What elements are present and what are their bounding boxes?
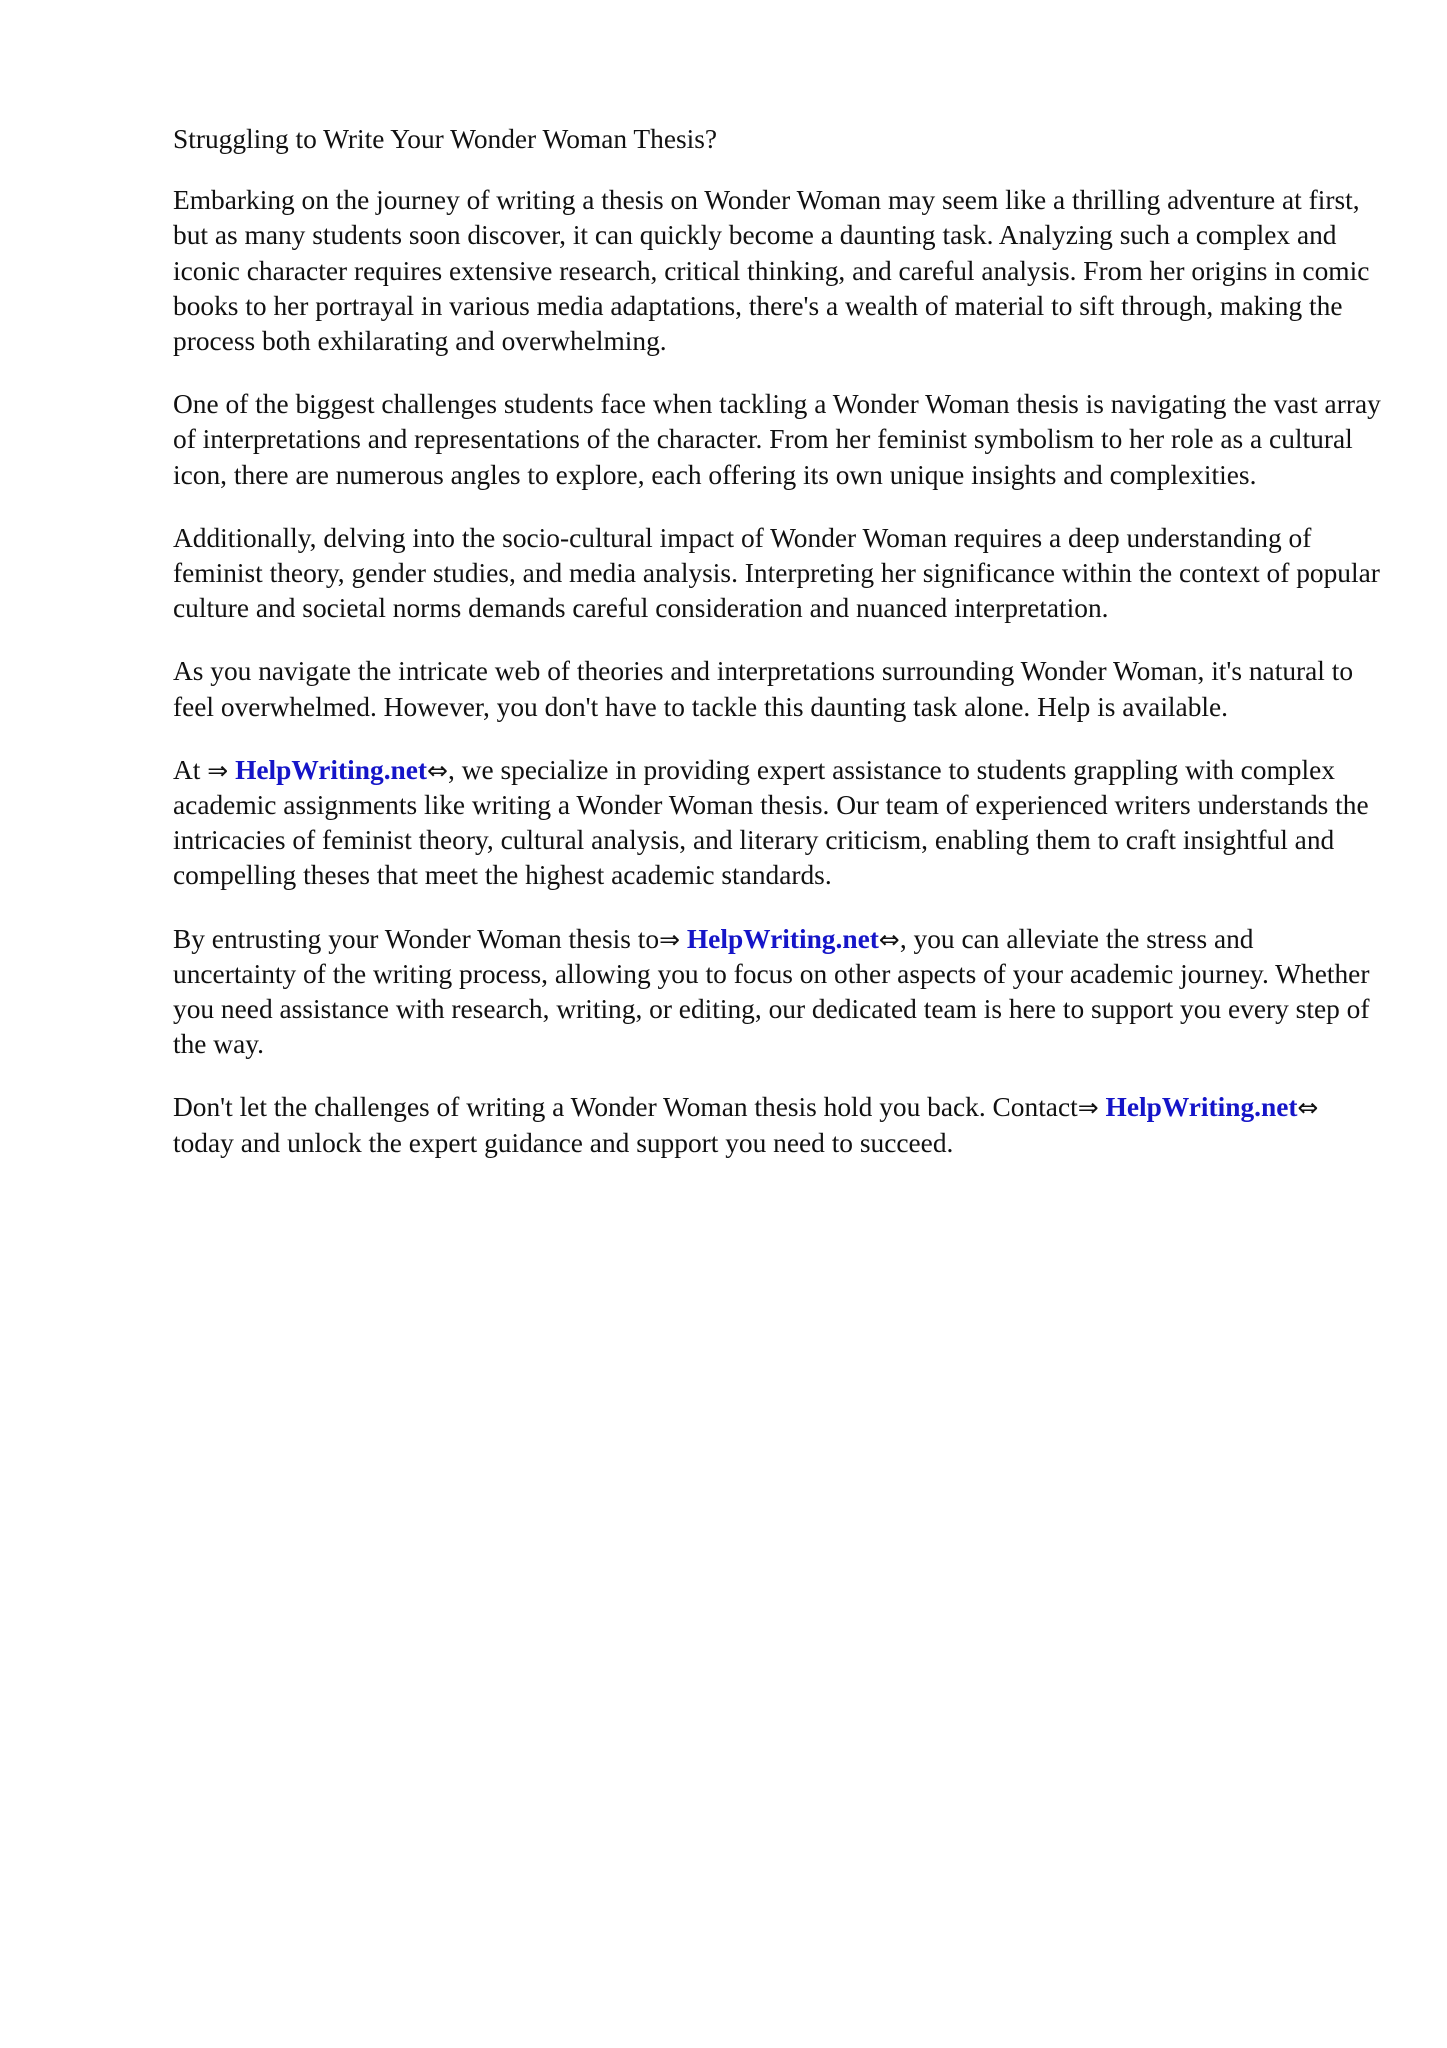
paragraph-3: Additionally, delving into the socio-cultural impact of Wonder Woman requires a deep understanding of feminist theory, gender studies, and media analysis. Interpreting her significance within the context of popular culture and societal norms demands careful consideration and nuanced interpretation. [173,522,1380,624]
paragraph-1: Embarking on the journey of writing a thesis on Wonder Woman may seem like a thrilling adventure at first, but as many students soon discover, it can quickly become a daunting task. Analyzing such a complex and iconic character requires extensive research, critical thinking, and careful analysis. From her origins in comic books to her portrayal in various media adaptations, there's a wealth of material to sift through, making the process both exhilarating and overwhelming. [173,185,1370,357]
paragraph-5-body: , we specialize in providing expert assistance to students grappling with complex academic assignments like writing a Wonder Woman thesis. Our team of experienced writers understands the intricacies of feminist theory, cultural analysis, and literary criticism, enabling them to craft insightful and compelling theses that meet the highest academic standards. [173,754,1369,891]
helpwriting-link[interactable]: HelpWriting.net [686,923,879,954]
paragraph-6-body: , you can alleviate the stress and uncertainty of the writing process, allowing you to focus on other aspects of your academic journey. Whether you need assistance with research, writing, or editing, our dedicated team is here to support you every step of the way. [173,923,1370,1060]
double-arrow-icon: ⇔ [427,755,449,785]
paragraph-5-lead: At [173,754,208,785]
paragraph-7-body: today and unlock the expert guidance and support you need to succeed. [173,1127,954,1158]
paragraph-7 [173,1090,1383,1160]
document-body [173,122,1383,1189]
paragraph-5 [173,753,1383,894]
double-arrow-icon: ⇔ [1297,1093,1319,1123]
paragraph-6 [173,922,1383,1063]
paragraph-6-lead: By entrusting your Wonder Woman thesis to [173,923,660,954]
paragraph-2: One of the biggest challenges students face when tackling a Wonder Woman thesis is navigating the vast array of interpretations and representations of the character. From her feminist symbolism to her role as a cultural icon, there are numerous angles to explore, each offering its own unique insights and complexities. [173,389,1381,490]
right-arrow-icon: ⇒ [207,755,229,785]
document-title: Struggling to Write Your Wonder Woman Thesis? [173,124,718,154]
helpwriting-link[interactable]: HelpWriting.net [235,754,428,785]
helpwriting-link[interactable]: HelpWriting.net [1105,1092,1298,1123]
paragraph-4: As you navigate the intricate web of theories and interpretations surrounding Wonder Woman, it's natural to feel overwhelmed. However, you don't have to tackle this daunting task alone. Help is available. [173,656,1354,722]
double-arrow-icon: ⇔ [878,924,900,954]
right-arrow-icon: ⇒ [659,924,681,954]
paragraph-7-lead: Don't let the challenges of writing a Wonder Woman thesis hold you back. Contact [173,1092,1078,1123]
right-arrow-icon: ⇒ [1077,1093,1099,1123]
